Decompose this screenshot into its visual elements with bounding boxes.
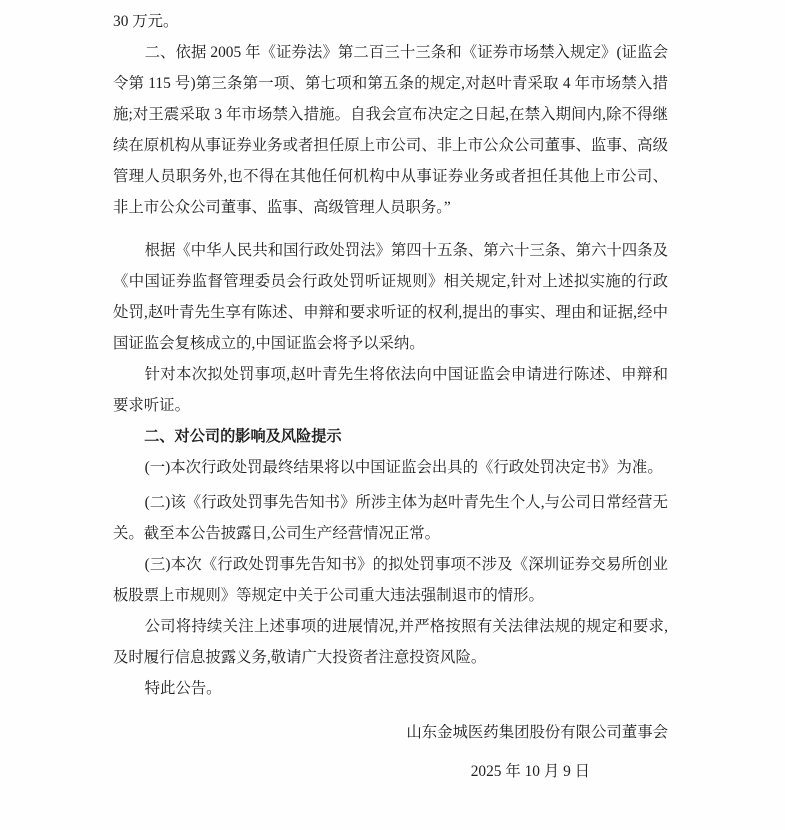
paragraph-penalty-measures: 二、依据 2005 年《证券法》第二百三十三条和《证券市场禁入规定》(证监会令第 115 号)第三条第一项、第七项和第五条的规定,对赵叶青采取 4 年市场禁入措施;对王震采取 3 年市场禁入措施。自我会宣布决定之日起,在禁入期间内,除不得继续在原机构从事证券业务或者担任原上市公司、非上市公众公司董事、监事、高级管理人员职务外,也不得在其他任何机构中从事证券业务或者担任其他上市公司、非上市公众公司董事、监事、高级管理人员职务。” xyxy=(113,44,668,216)
announcement-date: 2025 年 10 月 9 日 xyxy=(470,763,590,780)
paragraph-hearing-application: 针对本次拟处罚事项,赵叶青先生将依法向中国证监会申请进行陈述、申辩和要求听证。 xyxy=(113,366,668,414)
paragraph-announcement-closing: 特此公告。 xyxy=(144,680,222,697)
paragraph-continuation: 30 万元。 xyxy=(113,13,179,30)
paragraph-item-three: (三)本次《行政处罚事先告知书》的拟处罚事项不涉及《深圳证券交易所创业板股票上市规则》等规定中关于公司重大违法强制退市的情形。 xyxy=(113,556,668,604)
signature-board: 山东金城医药集团股份有限公司董事会 xyxy=(406,724,668,741)
paragraph-hearing-rights: 根据《中华人民共和国行政处罚法》第四十五条、第六十三条、第六十四条及《中国证券监督管理委员会行政处罚听证规则》相关规定,针对上述拟实施的行政处罚,赵叶青先生享有陈述、申辩和要求听证的权利,提出的事实、理由和证据,经中国证监会复核成立的,中国证监会将予以采纳。 xyxy=(113,242,668,352)
section-heading-impact-risk: 二、对公司的影响及风险提示 xyxy=(144,428,342,445)
paragraph-disclosure-commitment: 公司将持续关注上述事项的进展情况,并严格按照有关法律法规的规定和要求,及时履行信息披露义务,敬请广大投资者注意投资风险。 xyxy=(113,618,668,666)
paragraph-item-one: (一)本次行政处罚最终结果将以中国证监会出具的《行政处罚决定书》为准。 xyxy=(144,459,663,476)
paragraph-item-two: (二)该《行政处罚事先告知书》所涉主体为赵叶青先生个人,与公司日常经营无关。截至本公告披露日,公司生产经营情况正常。 xyxy=(113,494,668,542)
